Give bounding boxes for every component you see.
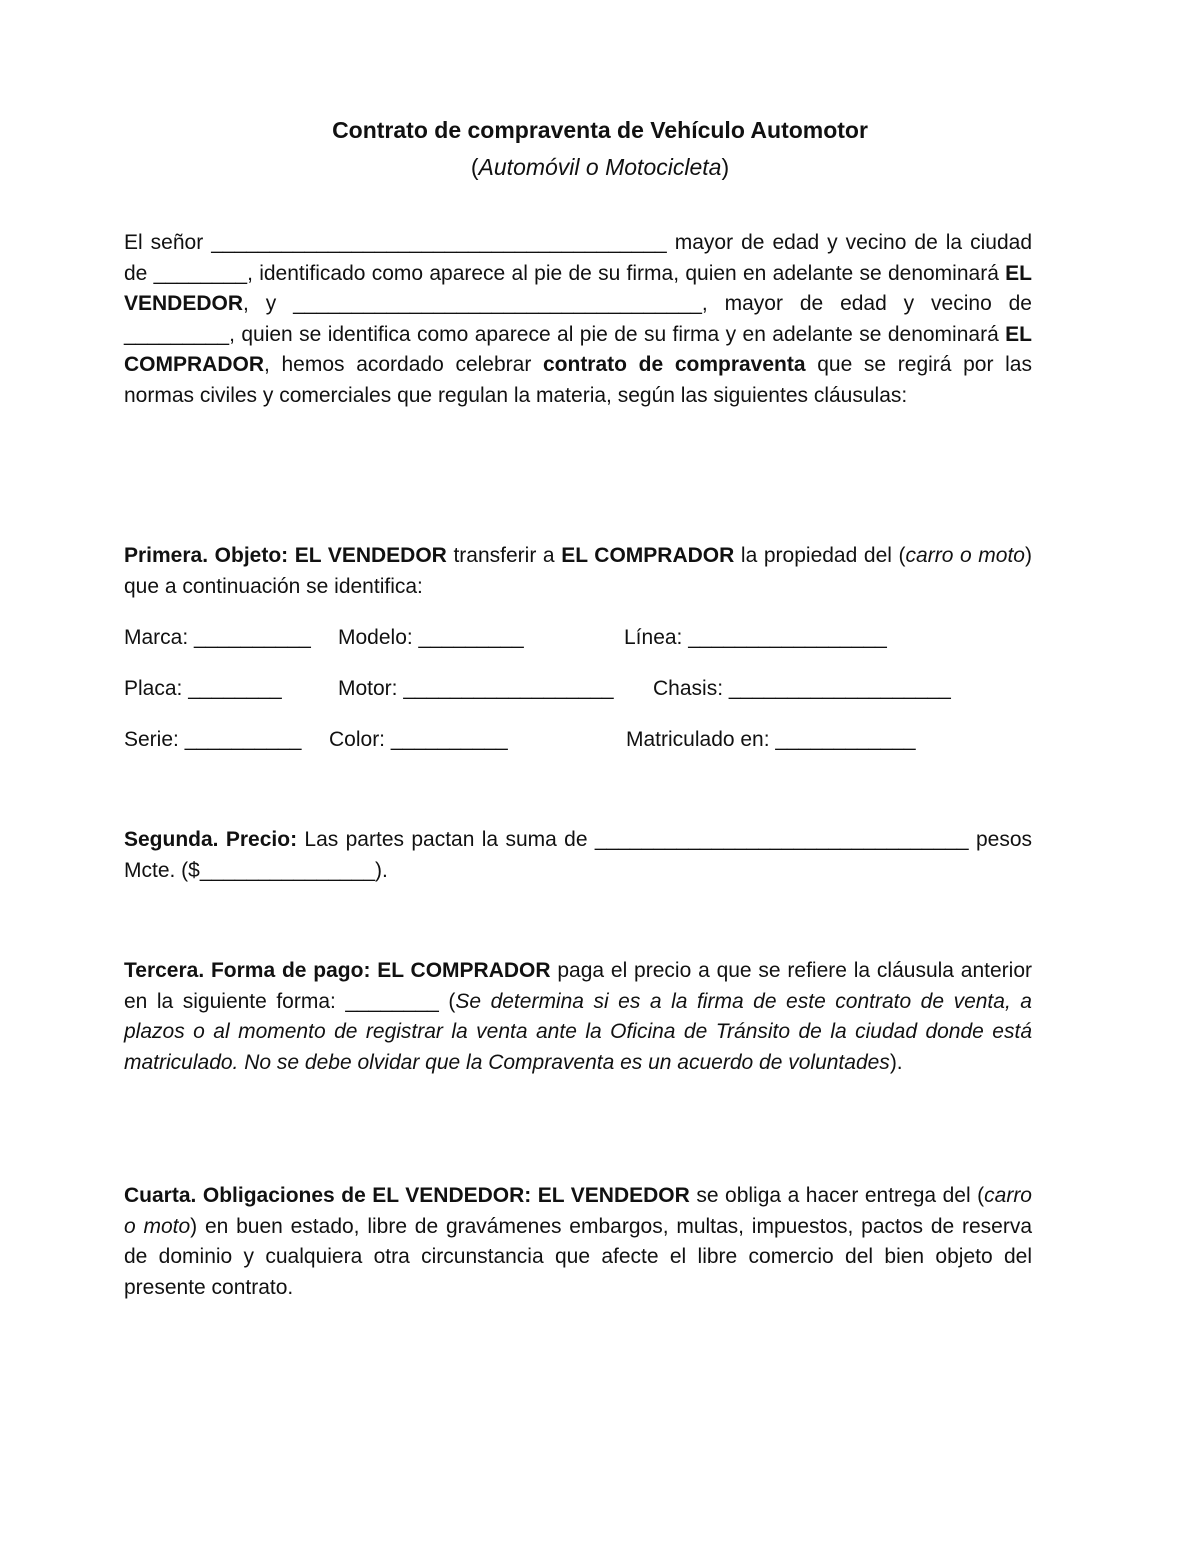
color-field: Color: __________: [329, 728, 508, 751]
clause-tercera-text-1: paga el precio a que se refiere la cláusula anterior en la siguiente forma: ________ (: [124, 959, 1032, 1013]
clause-segunda-text: Las partes pactan la suma de ________________________________ pesos Mcte. ($_______________).: [124, 828, 1032, 882]
clause-tercera-text-2: ).: [889, 1050, 903, 1074]
intro-text-1: El señor _______________________________________ mayor de edad y vecino de la ciudad de ________, identificado como aparece al pie de su firma, quien en adelante se denominará: [124, 231, 1032, 285]
document-subtitle: [0, 150, 1200, 184]
clause-primera-text-3: ) que a continuación se identifica:: [124, 544, 1032, 598]
clause-cuarta-italic: carro o moto: [124, 1184, 1032, 1238]
subtitle-text: Automóvil o Motocicleta: [478, 154, 722, 180]
motor-field: Motor: __________________: [338, 677, 614, 700]
vehicle-fields-row-1: [124, 622, 1032, 654]
clause-primera-comprador-term: EL COMPRADOR: [561, 544, 735, 567]
clause-cuarta-text-1: se obliga a hacer entrega del (: [689, 1184, 985, 1207]
chasis-field: Chasis: ___________________: [653, 677, 951, 700]
intro-contract-term: contrato de compraventa: [542, 353, 806, 376]
vehicle-fields-row-2: [124, 673, 1032, 705]
clause-cuarta-text-2: ) en buen estado, libre de gravámenes embargos, multas, impuestos, pactos de reserva de dominio y cualquiera otra circunstancia que afecte el libre comercio del bien objeto del presente contrato.: [124, 1214, 1032, 1299]
clause-primera: [124, 541, 1032, 602]
serie-field: Serie: __________: [124, 728, 302, 751]
matriculado-field: Matriculado en: ____________: [626, 728, 916, 751]
intro-text-4: que se regirá por las normas civiles y comerciales que regulan la materia, según las siguientes cláusulas:: [124, 353, 1032, 407]
marca-field: Marca: __________: [124, 626, 311, 649]
clause-primera-text-1: transferir a: [446, 544, 562, 567]
linea-field: Línea: _________________: [624, 626, 887, 649]
intro-paragraph: [124, 228, 1032, 411]
clause-segunda: [124, 825, 1032, 886]
placa-field: Placa: ________: [124, 677, 282, 700]
intro-text-3: , hemos acordado celebrar: [264, 353, 543, 376]
clause-cuarta: [124, 1181, 1032, 1303]
clause-primera-italic: carro o moto: [905, 544, 1025, 567]
clause-primera-heading: Primera. Objeto: EL VENDEDOR: [124, 544, 447, 567]
clause-primera-text-2: la propiedad del (: [734, 544, 906, 567]
document-title: Contrato de compraventa de Vehículo Automotor: [332, 117, 868, 143]
subtitle-open-paren: (: [470, 154, 479, 180]
clause-cuarta-heading: Cuarta. Obligaciones de EL VENDEDOR: EL VENDEDOR: [124, 1184, 690, 1207]
modelo-field: Modelo: _________: [338, 626, 524, 649]
clause-tercera-heading: Tercera. Forma de pago: EL COMPRADOR: [124, 959, 551, 982]
clause-tercera: [124, 956, 1032, 1078]
clause-tercera-italic: Se determina si es a la firma de este contrato de venta, a plazos o al momento de registrar la venta ante la Oficina de Tránsito de la ciudad donde está matriculado. No se debe olvidar que la Compraventa es un acuerdo de voluntades: [124, 989, 1032, 1074]
subtitle-close-paren: ): [721, 154, 730, 180]
intro-comprador-term: EL COMPRADOR: [124, 322, 1032, 376]
clause-segunda-heading: Segunda. Precio:: [124, 828, 298, 851]
intro-vendedor-term: EL VENDEDOR: [124, 261, 1032, 315]
intro-text-2: , y ___________________________________, mayor de edad y vecino de _________, quien se identifica como aparece al pie de su firma y en adelante se denominará: [124, 292, 1032, 346]
vehicle-fields-row-3: [124, 724, 1032, 756]
